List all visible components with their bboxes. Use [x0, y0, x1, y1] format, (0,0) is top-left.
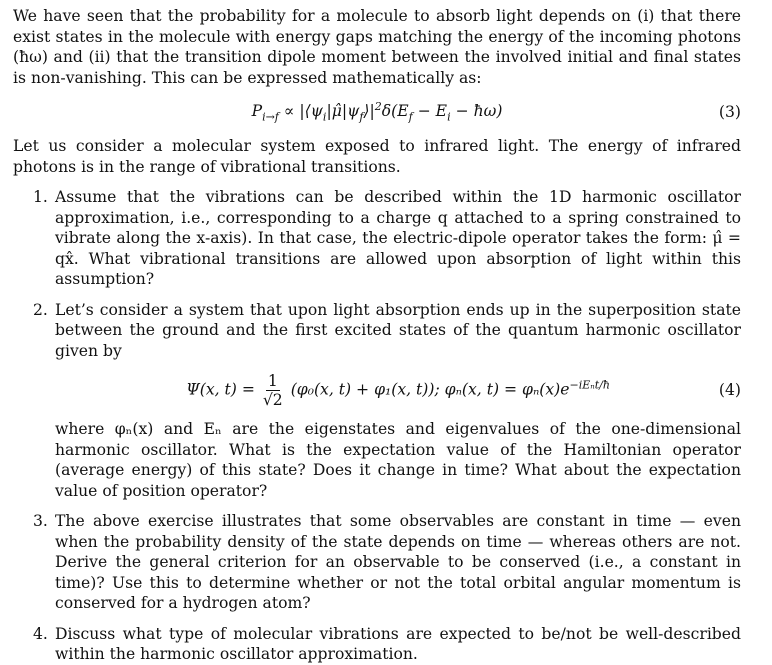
item-marker: 1. [33, 188, 48, 206]
item-text: Assume that the vibrations can be described within the 1D harmonic oscillator approximation, i.e., corresponding to a charge q attached to a spring constrained to vibrate along the x-axis). In that case, the electric-dipole operator takes the form: μ̂ = qx̂. What vibrational transitions are allowed upon absorption of light within this assumption? [55, 188, 741, 288]
item-text: Discuss what type of molecular vibrations are expected to be/not be well-described within the harmonic oscillator approximation. [55, 624, 741, 663]
list-item [13, 300, 741, 502]
fraction: $\frac{1}{√2}$ [262, 371, 283, 409]
equation-number-4: (4) [718, 380, 741, 399]
question-list [13, 187, 741, 665]
eq4-expression: Ψ(x, t) = $\frac{1}{√2}$ (φ₀(x, t) + φ₁(x, t)); φₙ(x, $t) = \varphi_n(x)e^{-iE_nt/ħ}$ [186, 371, 610, 409]
item-text-continued: where φₙ(x) and Eₙ are the eigenstates and eigenvalues of the one-dimensional harmonic oscillator. What is the expectation value of the Hamiltonian operator (average energy) of this state? Does it change in time? What about the expectation value of position operator? [55, 420, 741, 500]
document-page [13, 6, 741, 665]
equation-3 [13, 94, 741, 130]
item-text: The above exercise illustrates that some observables are constant in time — even when the probability density of the state depends on time — whereas others are not. Derive the general criterion for an observable to be conserved (i.e., a constant in time)? Use this to determine whether or not the total orbital angular momentum is conserved for a hydrogen atom? [55, 512, 741, 612]
item-marker: 3. [33, 512, 48, 530]
item-marker: 4. [33, 624, 48, 643]
list-item [13, 511, 741, 614]
list-item [13, 624, 741, 665]
item-text: Let’s consider a system that upon light absorption ends up in the superposition state between the ground and the first excited states of the quantum harmonic oscillator given by [55, 300, 741, 360]
eq3-expression: $P_{i\to f}$ ∝ $|⟨\psi_i|\mû|\psi_f⟩|^2\delta(E_f - E_i$ − ħω) [251, 99, 503, 123]
equation-number-3: (3) [718, 102, 741, 121]
list-item [13, 187, 741, 290]
lead-paragraph: Let us consider a molecular system exposed to infrared light. The energy of infrared photons is in the range of vibrational transitions. [13, 137, 741, 176]
equation-4 [55, 361, 741, 419]
item-marker: 2. [33, 300, 48, 319]
intro-paragraph: We have seen that the probability for a molecule to absorb light depends on (i) that there exist states in the molecule with energy gaps matching the energy of the incoming photons (ħω) and (ii) that the transition dipole moment between the involved initial and final states is non-vanishing. This can be expressed mathematically as: [13, 7, 741, 87]
